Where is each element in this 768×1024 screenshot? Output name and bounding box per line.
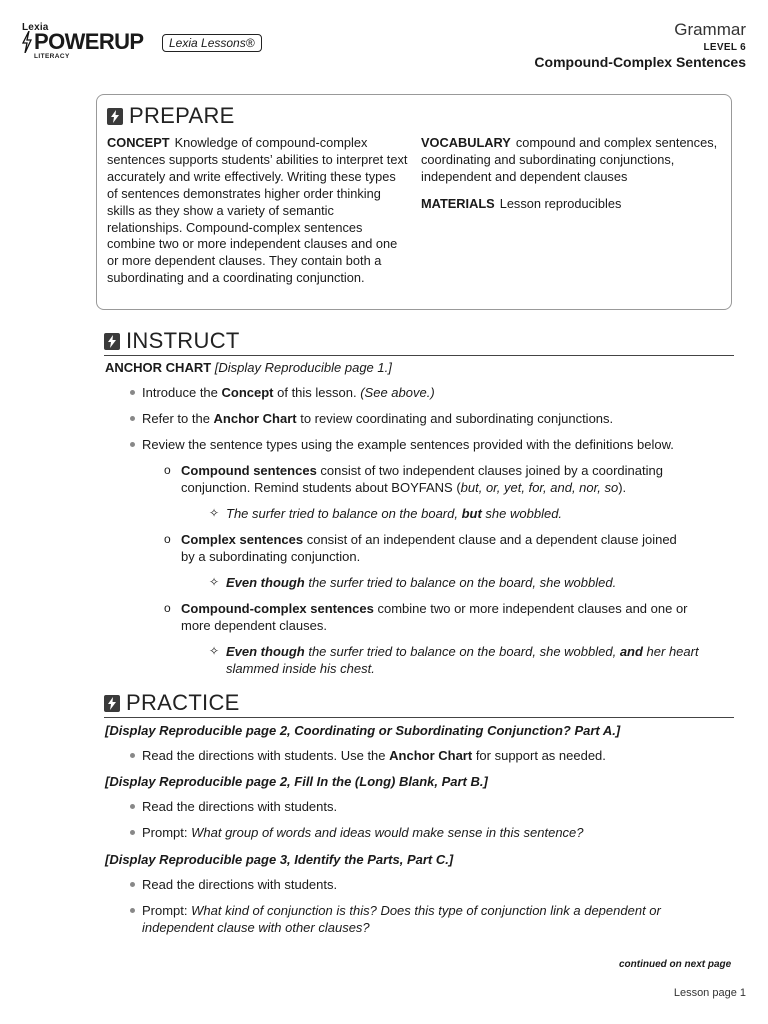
powerup-logo: [22, 22, 143, 60]
vocabulary-text: compound and complex sentences, coordinating and subordinating conjunctions, independent and dependent clauses: [421, 135, 718, 184]
example-sentence: Even though the surfer tried to balance on the board, she wobbled, and her heart: [226, 644, 699, 659]
list-item: Read the directions with students.: [142, 877, 338, 892]
concept-label: CONCEPT: [107, 135, 170, 150]
concept-block: [107, 135, 409, 287]
lesson-header: [534, 20, 746, 70]
bullet-icon: [130, 390, 135, 395]
sub-bullet-icon: o: [164, 463, 171, 477]
list-item: Prompt: What group of words and ideas would make sense in this sentence?: [142, 825, 584, 840]
star-icon: ✧: [209, 644, 220, 658]
continued-note: continued on next page: [619, 959, 732, 970]
list-item-continued: conjunction. Remind students about BOYFANS (but, or, yet, for, and, nor, so).: [181, 480, 627, 495]
brand-sub: LITERACY: [34, 53, 70, 60]
list-item-continued: more dependent clauses.: [181, 618, 327, 633]
bullet-icon: [130, 442, 135, 447]
list-item-continued: independent clause with other clauses?: [142, 920, 370, 935]
bullet-icon: [130, 830, 135, 835]
list-item: Read the directions with students. Use the Anchor Chart for support as needed.: [142, 748, 606, 763]
bolt-icon: [104, 695, 120, 712]
instruct-heading: INSTRUCT: [104, 328, 734, 356]
vocabulary-block: [421, 135, 721, 186]
bolt-icon: [22, 31, 32, 53]
example-sentence: Even though the surfer tried to balance on the board, she wobbled.: [226, 575, 617, 590]
brand-small: Lexia: [22, 22, 49, 33]
practice-section: [104, 690, 734, 718]
bullet-icon: [130, 416, 135, 421]
bullet-icon: [130, 753, 135, 758]
materials-label: MATERIALS: [421, 195, 495, 211]
list-item: Read the directions with students.: [142, 799, 338, 814]
lesson-title: Compound-Complex Sentences: [534, 54, 746, 70]
materials-text: Lesson reproducibles: [499, 195, 622, 211]
lexia-lessons-badge: Lexia Lessons®: [162, 34, 262, 52]
practice-direction: [Display Reproducible page 3, Identify the Parts, Part C.]: [105, 852, 454, 867]
bolt-icon: [107, 108, 123, 125]
instruct-section: [104, 328, 734, 356]
level-label: LEVEL 6: [703, 42, 746, 53]
list-item: Review the sentence types using the example sentences provided with the definitions below.: [142, 437, 674, 452]
vocabulary-label: VOCABULARY: [421, 135, 511, 150]
bolt-icon: [104, 333, 120, 350]
bullet-icon: [130, 908, 135, 913]
anchor-chart-line: ANCHOR CHART [Display Reproducible page 1.]: [105, 360, 392, 375]
bullet-icon: [130, 882, 135, 887]
list-item: Introduce the Concept of this lesson. (See above.): [142, 385, 435, 400]
subject-title: Grammar: [674, 20, 746, 39]
example-sentence-continued: slammed inside his chest.: [226, 661, 375, 676]
sub-bullet-icon: o: [164, 601, 171, 615]
list-item: Complex sentences consist of an independent clause and a dependent clause joined: [181, 532, 677, 547]
star-icon: ✧: [209, 506, 220, 520]
list-item: Refer to the Anchor Chart to review coordinating and subordinating conjunctions.: [142, 411, 614, 426]
prepare-box: [96, 94, 732, 310]
practice-direction: [Display Reproducible page 2, Coordinating or Subordinating Conjunction? Part A.]: [105, 723, 621, 738]
brand-main: POWERUP: [34, 29, 144, 54]
example-sentence: The surfer tried to balance on the board, but she wobbled.: [226, 506, 563, 521]
list-item: Compound-complex sentences combine two or more independent clauses and one or: [181, 601, 688, 616]
concept-text: Knowledge of compound-complex sentences supports students’ abilities to interpret text accurately and write effectively. Writing these types of sentences demonstrates higher order thinking skills as they show a variety of semantic relationships. Compound-complex sentences combine two or more independent clauses and one or more dependent clauses. They contain both a subordinating and a coordinating conjunction.: [107, 135, 408, 286]
list-item: Compound sentences consist of two independent clauses joined by a coordinating: [181, 463, 663, 478]
practice-heading: PRACTICE: [104, 690, 734, 718]
list-item-continued: by a subordinating conjunction.: [181, 549, 361, 564]
materials-block: [421, 196, 721, 213]
practice-direction: [Display Reproducible page 2, Fill In the (Long) Blank, Part B.]: [105, 774, 488, 789]
page-number: Lesson page 1: [673, 987, 746, 999]
prepare-heading: PREPARE: [107, 103, 721, 129]
bullet-icon: [130, 804, 135, 809]
sub-bullet-icon: o: [164, 532, 171, 546]
star-icon: ✧: [209, 575, 220, 589]
list-item: Prompt: What kind of conjunction is this? Does this type of conjunction link a dependent or: [142, 903, 661, 918]
